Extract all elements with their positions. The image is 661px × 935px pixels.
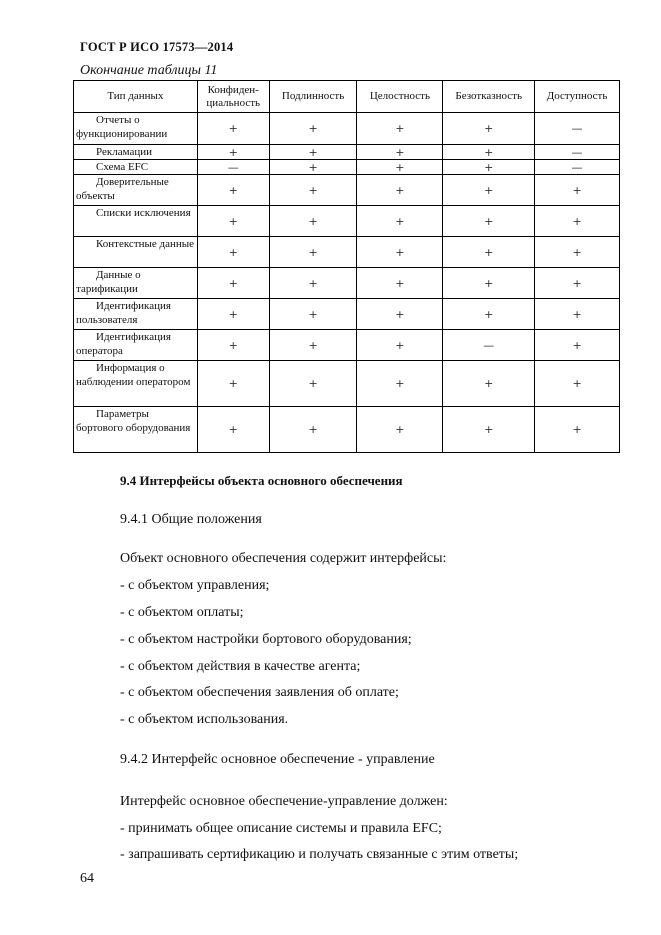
cell: + <box>443 113 535 145</box>
list-item: - запрашивать сертификацию и получать связанные с этим ответы; <box>120 847 519 862</box>
table-row <box>74 206 620 237</box>
list-item: - с объектом настройки бортового оборудования; <box>120 632 412 647</box>
cell: + <box>443 175 535 206</box>
page-number: 64 <box>80 871 94 886</box>
col-header-confidentiality: Конфиден-циальность <box>197 81 269 113</box>
cell: + <box>269 206 357 237</box>
cell: + <box>357 407 443 453</box>
row-type: Доверительные объекты <box>74 175 198 206</box>
cell: + <box>535 268 620 299</box>
table-header-row <box>74 81 620 113</box>
document-header: ГОСТ Р ИСО 17573—2014 <box>80 40 234 54</box>
list-item: - с объектом использования. <box>120 712 289 727</box>
cell: + <box>357 237 443 268</box>
cell: — <box>535 145 620 160</box>
col-header-integrity: Целостность <box>357 81 443 113</box>
cell: + <box>197 330 269 361</box>
cell: + <box>269 268 357 299</box>
cell: + <box>443 407 535 453</box>
cell: + <box>269 407 357 453</box>
row-type: Данные о тарификации <box>74 268 198 299</box>
cell: + <box>197 361 269 407</box>
cell: — <box>443 330 535 361</box>
row-type: Списки исключения <box>74 206 198 237</box>
cell: + <box>269 160 357 175</box>
table-row <box>74 175 620 206</box>
cell: + <box>197 237 269 268</box>
subsection-title: 9.4.1 Общие положения <box>120 512 262 527</box>
col-header-availability: Доступность <box>535 81 620 113</box>
cell: + <box>357 206 443 237</box>
cell: + <box>269 330 357 361</box>
table-caption: Окончание таблицы 11 <box>80 63 218 78</box>
list-item: - с объектом оплаты; <box>120 605 244 620</box>
data-table <box>73 80 620 453</box>
cell: + <box>443 145 535 160</box>
cell: + <box>443 160 535 175</box>
list-item: - с объектом управления; <box>120 578 270 593</box>
cell: + <box>535 361 620 407</box>
cell: + <box>535 237 620 268</box>
row-type: Параметры бортового оборудования <box>74 407 198 453</box>
cell: + <box>269 299 357 330</box>
row-type: Контекстные данные <box>74 237 198 268</box>
row-type: Отчеты о функционировании <box>74 113 198 145</box>
cell: + <box>197 145 269 160</box>
row-type: Информация о наблюдении оператором <box>74 361 198 407</box>
paragraph: Интерфейс основное обеспечение-управление должен: <box>120 794 448 809</box>
cell: — <box>535 113 620 145</box>
row-type: Идентификация оператора <box>74 330 198 361</box>
cell: + <box>357 299 443 330</box>
table-row <box>74 145 620 160</box>
table-row <box>74 113 620 145</box>
cell: + <box>357 330 443 361</box>
table-row <box>74 299 620 330</box>
list-item: - принимать общее описание системы и правила EFC; <box>120 821 442 836</box>
cell: + <box>443 299 535 330</box>
cell: + <box>357 160 443 175</box>
cell: + <box>443 268 535 299</box>
row-type: Рекламации <box>74 145 198 160</box>
cell: + <box>197 113 269 145</box>
cell: + <box>197 206 269 237</box>
table-row <box>74 407 620 453</box>
cell: + <box>269 361 357 407</box>
cell: + <box>535 299 620 330</box>
cell: + <box>357 268 443 299</box>
table-row <box>74 330 620 361</box>
paragraph: Объект основного обеспечения содержит интерфейсы: <box>120 551 447 566</box>
cell: + <box>443 206 535 237</box>
table-row <box>74 361 620 407</box>
cell: + <box>269 175 357 206</box>
row-type: Схема EFC <box>74 160 198 175</box>
cell: + <box>197 268 269 299</box>
col-header-type: Тип данных <box>74 81 198 113</box>
cell: — <box>535 160 620 175</box>
cell: + <box>357 113 443 145</box>
list-item: - с объектом обеспечения заявления об оплате; <box>120 685 399 700</box>
cell: + <box>269 145 357 160</box>
cell: + <box>357 145 443 160</box>
cell: + <box>535 175 620 206</box>
cell: + <box>357 361 443 407</box>
section-title: 9.4 Интерфейсы объекта основного обеспечения <box>120 473 403 488</box>
cell: + <box>357 175 443 206</box>
cell: + <box>269 237 357 268</box>
cell: + <box>197 175 269 206</box>
cell: + <box>535 407 620 453</box>
subsection-title: 9.4.2 Интерфейс основное обеспечение - управление <box>120 752 435 767</box>
cell: + <box>535 206 620 237</box>
cell: — <box>197 160 269 175</box>
cell: + <box>197 407 269 453</box>
list-item: - с объектом действия в качестве агента; <box>120 659 361 674</box>
table-row <box>74 268 620 299</box>
table-row <box>74 160 620 175</box>
col-header-reliability: Безотказность <box>443 81 535 113</box>
cell: + <box>443 237 535 268</box>
cell: + <box>535 330 620 361</box>
cell: + <box>269 113 357 145</box>
table-row <box>74 237 620 268</box>
cell: + <box>443 361 535 407</box>
col-header-authenticity: Подлинность <box>269 81 357 113</box>
row-type: Идентификация пользователя <box>74 299 198 330</box>
cell: + <box>197 299 269 330</box>
